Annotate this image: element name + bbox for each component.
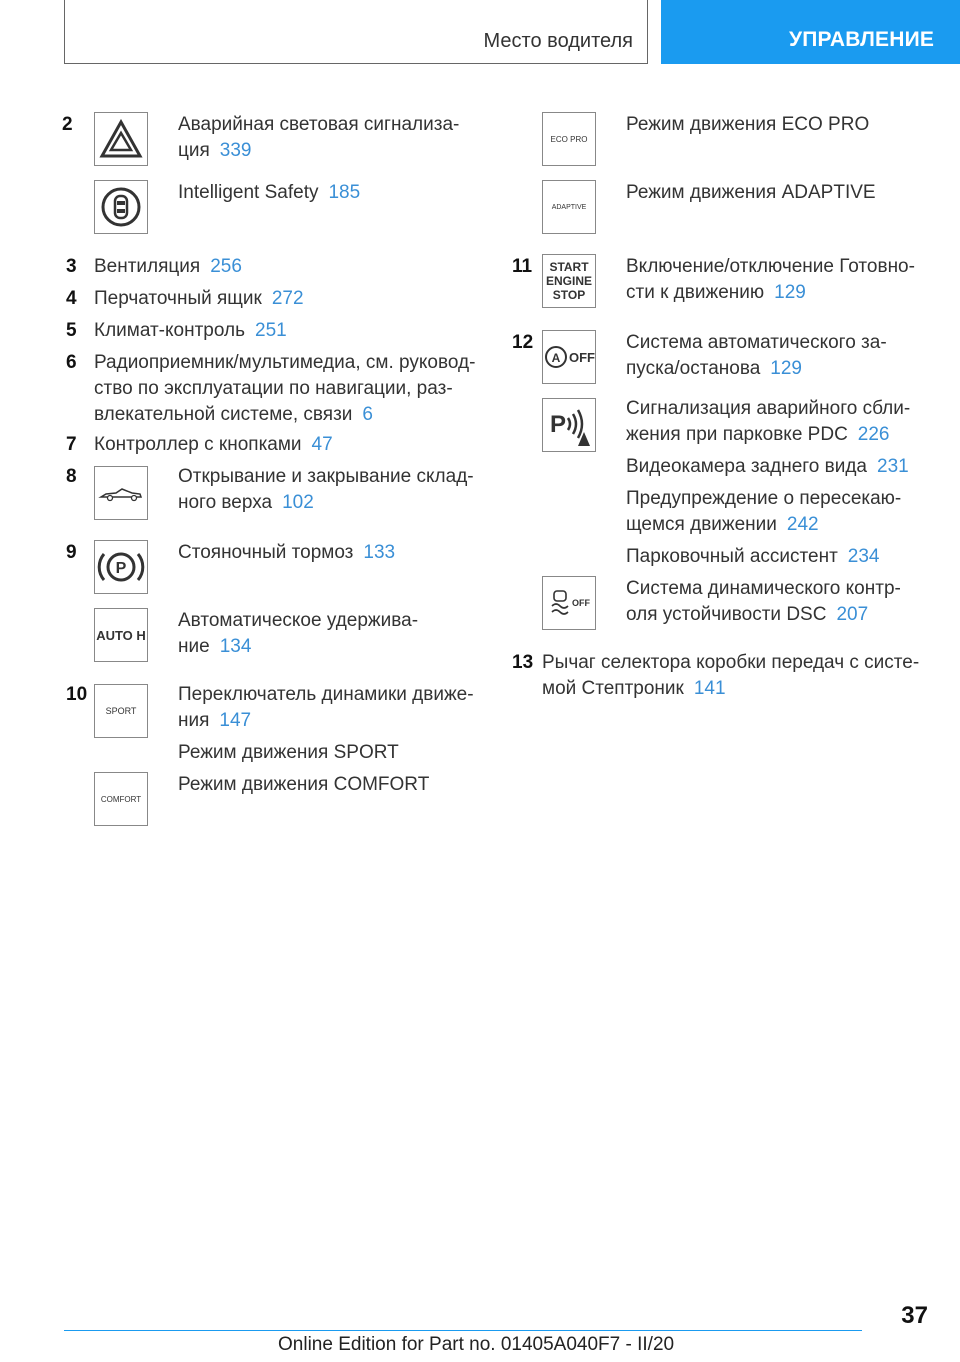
- item12-text: Система автоматического за- пуска/останова 129: [626, 332, 887, 379]
- footer-divider: [64, 1330, 862, 1331]
- eco-pro-text: Режим движения ECO PRO: [626, 114, 870, 135]
- auto-start-stop-off-icon: A OFF: [542, 330, 596, 384]
- page-ref-339[interactable]: 339: [219, 140, 252, 161]
- page-ref-129b[interactable]: 129: [770, 358, 802, 379]
- page-ref-147[interactable]: 147: [219, 710, 252, 731]
- item-number-4: 4: [66, 288, 77, 309]
- item-number-9: 9: [66, 542, 77, 563]
- page-ref-272[interactable]: 272: [271, 288, 304, 309]
- item2b-text: Intelligent Safety 185: [178, 182, 361, 203]
- page-ref-47[interactable]: 47: [311, 434, 333, 455]
- svg-text:A: A: [551, 351, 561, 365]
- header-section-box: [64, 0, 648, 64]
- pdc-text: Сигнализация аварийного сбли- жения при парковке PDC 226: [626, 398, 911, 445]
- adaptive-mode-text: Режим движения ADAPTIVE: [626, 182, 876, 203]
- page-ref-185[interactable]: 185: [328, 182, 361, 203]
- convertible-top-icon: [94, 466, 148, 520]
- page-ref-6[interactable]: 6: [362, 404, 373, 425]
- intelligent-safety-icon: [94, 180, 148, 234]
- comfort-mode-text: Режим движения COMFORT: [178, 774, 430, 795]
- park-assist-text: Парковочный ассистент 234: [626, 546, 880, 567]
- page-ref-141[interactable]: 141: [693, 678, 726, 699]
- edition-text: Online Edition for Part no. 01405A040F7 - II/20: [278, 1334, 675, 1355]
- item9b-text: Автоматическое удержива- ние 134: [178, 610, 419, 657]
- item6-text: Радиоприемник/мультимедиа, см. руковод- ство по эксплуатации по навигации, раз- влекательной системе, связи 6: [94, 352, 476, 425]
- page-ref-134[interactable]: 134: [219, 636, 252, 657]
- page-ref-207[interactable]: 207: [836, 604, 869, 625]
- page-ref-231[interactable]: 231: [877, 456, 909, 477]
- sport-mode-icon: SPORT: [94, 684, 148, 738]
- item-number-12: 12: [512, 332, 534, 353]
- item-number-6: 6: [66, 352, 77, 373]
- item10-text: Переключатель динамики движе- ния 147: [178, 684, 474, 731]
- page-ref-234[interactable]: 234: [847, 546, 880, 567]
- start-engine-stop-icon: START ENGINE STOP: [542, 254, 596, 308]
- camera-text: Видеокамера заднего вида 231: [626, 456, 909, 477]
- item5-text: Климат-контроль 251: [94, 320, 287, 341]
- item-number-10: 10: [66, 684, 88, 705]
- sport-mode-text: Режим движения SPORT: [178, 742, 399, 763]
- page-ref-251[interactable]: 251: [255, 320, 287, 341]
- page-ref-256[interactable]: 256: [210, 256, 242, 277]
- item3-text: Вентиляция 256: [94, 256, 242, 277]
- item11-text: Включение/отключение Готовно- сти к движению 129: [626, 256, 915, 303]
- item-number-13: 13: [512, 652, 534, 673]
- adaptive-mode-icon: ADAPTIVE: [542, 180, 596, 234]
- item-number-2: 2: [62, 114, 73, 135]
- auto-hold-icon: AUTO H: [94, 608, 148, 662]
- item7-text: Контроллер с кнопками 47: [94, 434, 333, 455]
- dsc-off-icon: OFF: [542, 576, 596, 630]
- section-title: Место водителя: [483, 30, 633, 52]
- item8-text: Открывание и закрывание склад- ного верха 102: [178, 466, 474, 513]
- page-ref-133[interactable]: 133: [363, 542, 396, 563]
- page-ref-242[interactable]: 242: [786, 514, 819, 535]
- item2-text: Аварийная световая сигнализа- ция 339: [178, 114, 460, 161]
- item9-text: Стояночный тормоз 133: [178, 542, 396, 563]
- page-ref-102[interactable]: 102: [282, 492, 314, 513]
- hazard-warning-icon: [94, 112, 148, 166]
- page-number: 37: [901, 1302, 928, 1329]
- item-number-7: 7: [66, 434, 77, 455]
- parking-brake-icon: [94, 540, 148, 594]
- item13-text: Рычаг селектора коробки передач с систе- мой Стептроник 141: [542, 652, 920, 699]
- header-chapter-box: [661, 0, 960, 64]
- comfort-mode-icon: COMFORT: [94, 772, 148, 826]
- cross-traffic-text: Предупреждение о пересекаю- щемся движении 242: [626, 488, 902, 535]
- chapter-title: УПРАВЛЕНИЕ: [789, 28, 935, 51]
- page-ref-129a[interactable]: 129: [774, 282, 806, 303]
- pdc-parking-icon: [542, 398, 596, 452]
- svg-text:P: P: [115, 560, 127, 577]
- eco-pro-icon: ECO PRO: [542, 112, 596, 166]
- item4-text: Перчаточный ящик 272: [94, 288, 304, 309]
- item-number-3: 3: [66, 256, 77, 277]
- page-ref-226[interactable]: 226: [857, 424, 890, 445]
- dsc-text: Система динамического контр- оля устойчивости DSC 207: [626, 578, 901, 625]
- item-number-11: 11: [512, 256, 533, 277]
- item-number-8: 8: [66, 466, 77, 487]
- svg-text:P: P: [550, 411, 567, 438]
- item-number-5: 5: [66, 320, 77, 341]
